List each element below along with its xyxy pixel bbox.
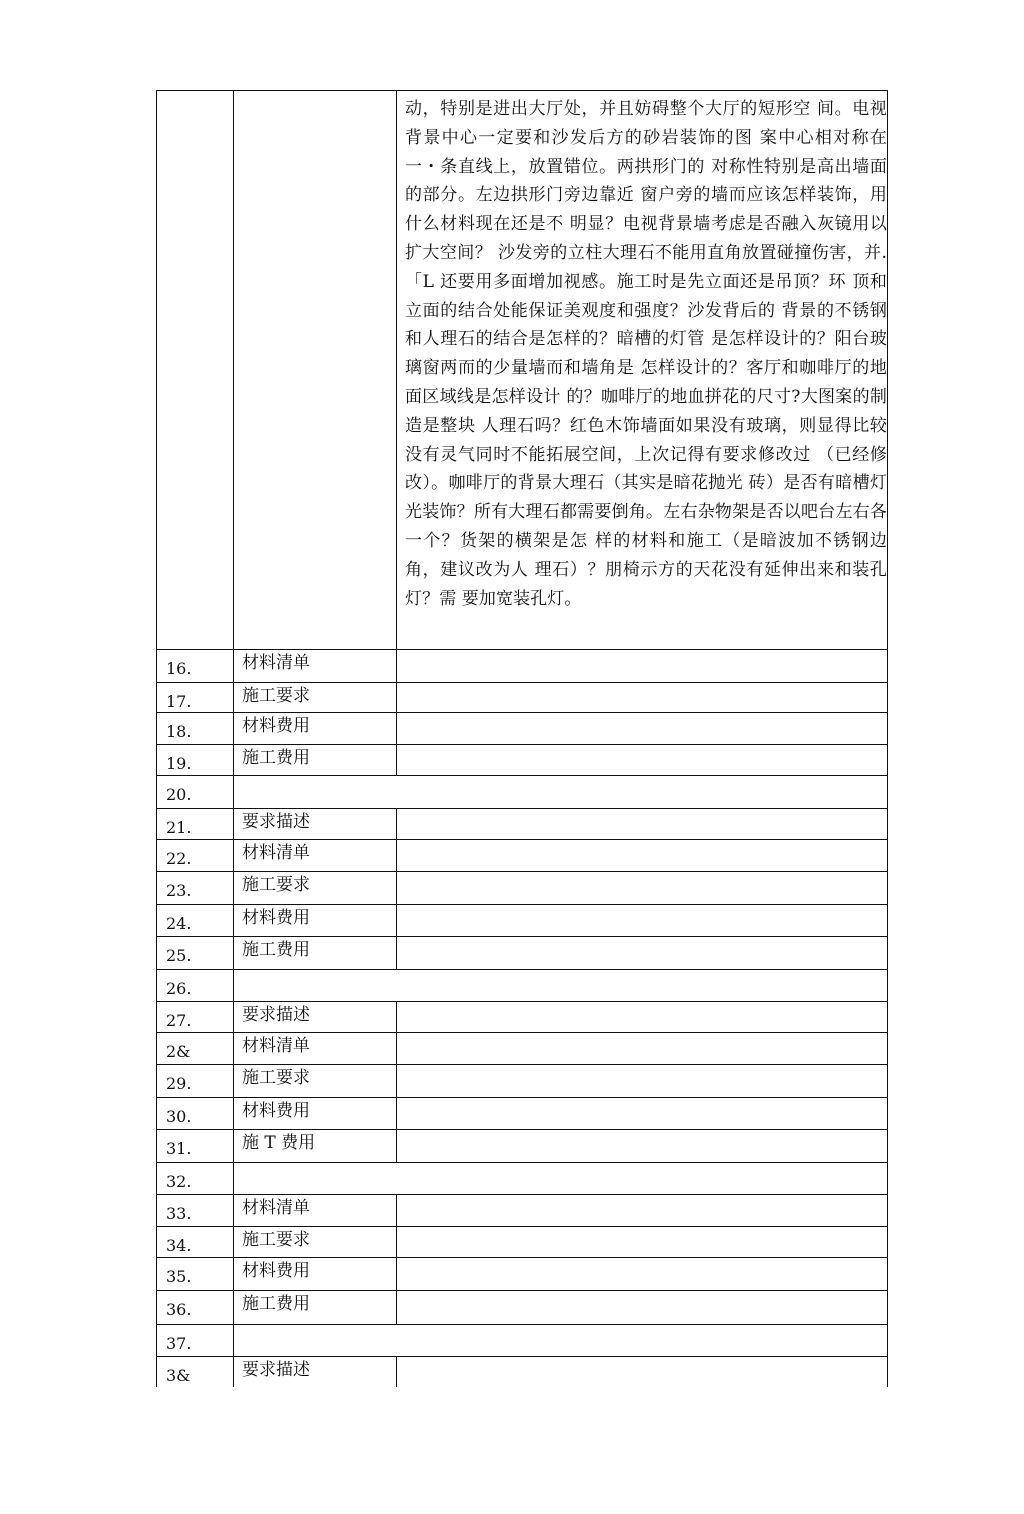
row-value-cell (397, 1195, 888, 1227)
section-divider-cell (234, 1325, 888, 1357)
table-row (157, 713, 888, 745)
row-label: 施工要求 (242, 875, 310, 896)
row-number: 18. (166, 722, 192, 742)
section-divider-cell (234, 776, 888, 809)
row-label-cell (234, 1291, 397, 1325)
row-number: 27. (166, 1011, 192, 1031)
row-label: 材料清单 (242, 1036, 310, 1057)
table-row (157, 683, 888, 713)
row-value-cell (397, 683, 888, 713)
row-label: 要求描述 (242, 1360, 310, 1381)
row-number: 3& (166, 1366, 191, 1386)
row-number: 32. (166, 1172, 192, 1192)
row-label-cell (234, 1065, 397, 1098)
row-value-cell (397, 809, 888, 840)
row-value-cell (397, 1098, 888, 1130)
table-row (157, 1163, 888, 1195)
row-number-cell (157, 1227, 234, 1258)
description-text: 动，特别是进出大厅处，并且妨碍整个大厅的短形空 间。电视背景中心一定要和沙发后方的砂岩装饰的图 案中心相对称在一・条直线上，放置错位。两拱形门的 对称性特别是高出墙面的部分。左边拱形门旁边靠近 窗户旁的墙而应该怎样装饰，用什么材料现在还是不 明显？电视背景墙考虑是否融入灰镜用以扩大空间？ 沙发旁的立柱大理石不能用直角放置碰撞伤害，并.「L 还要用多面增加视感。施工时是先立面还是吊顶？环 顶和立面的结合处能保证美观度和强度？沙发背后的 背景的不锈钢和人理石的结合是怎样的？暗槽的灯管 是怎样设计的？阳台玻璃窗两而的少量墙而和墙角是 怎样设计的？客厅和咖啡厅的地面区域线是怎样设计 的？咖啡厅的地血拼花的尺寸?大图案的制造是整块 人理石吗？红色木饰墙面如果没有玻璃，则显得比较 没有灵气同时不能拓展空间，上次记得有要求修改过 （已经修改）。咖啡厅的背景大理石（其实是暗花抛光 砖）是否有暗槽灯光装饰？所有大理石都需要倒角。左右杂物架是否以吧台左右各一个？货架的横架是怎 样的材料和施工（是暗波加不锈钢边角，建议改为人 理石）？朋椅示方的天花没有延伸出来和装孔灯？需 要加宽装孔灯。 (405, 99, 887, 609)
table-row (157, 1325, 888, 1357)
row-label: 材料清单 (242, 1198, 310, 1219)
table-row (157, 1227, 888, 1258)
row-label: 施工要求 (242, 686, 310, 707)
label-cell-empty (234, 91, 397, 650)
table-row (157, 840, 888, 872)
row-number: 25. (166, 946, 192, 966)
row-label: 要求描述 (242, 812, 310, 833)
row-number: 23. (166, 881, 192, 901)
table-row (157, 1357, 888, 1388)
row-label: 材料费用 (242, 908, 310, 929)
row-number-cell (157, 1002, 234, 1033)
row-number-cell (157, 1065, 234, 1098)
row-label-cell (234, 1195, 397, 1227)
row-label: 材料清单 (242, 843, 310, 864)
row-label-cell (234, 1130, 397, 1163)
table-row (157, 809, 888, 840)
row-number-cell (157, 683, 234, 713)
row-number: 35. (166, 1267, 192, 1287)
row-label-cell (234, 1258, 397, 1291)
table-row (157, 745, 888, 776)
row-number-cell (157, 905, 234, 937)
row-value-cell (397, 650, 888, 683)
row-value-cell (397, 1291, 888, 1325)
row-number: 34. (166, 1236, 192, 1256)
table-row (157, 1291, 888, 1325)
section-divider-cell (234, 1163, 888, 1195)
row-number: 24. (166, 914, 192, 934)
row-number-cell (157, 1163, 234, 1195)
row-value-cell (397, 937, 888, 970)
row-number: 22. (166, 849, 192, 869)
row-label-cell (234, 840, 397, 872)
row-value-cell (397, 745, 888, 776)
row-value-cell (397, 1227, 888, 1258)
row-label-cell (234, 1098, 397, 1130)
table-row (157, 1098, 888, 1130)
table-row (157, 937, 888, 970)
row-number-cell (157, 1291, 234, 1325)
row-number-cell (157, 713, 234, 745)
table-row (157, 650, 888, 683)
row-label: 材料费用 (242, 1101, 310, 1122)
row-number: 17. (166, 692, 192, 712)
row-number: 19. (166, 754, 192, 774)
number-cell-empty (157, 91, 234, 650)
row-value-cell (397, 1130, 888, 1163)
row-label-cell (234, 650, 397, 683)
table-row (157, 1195, 888, 1227)
requirements-table (156, 90, 888, 1387)
row-number-cell (157, 937, 234, 970)
row-number: 37. (166, 1334, 192, 1354)
row-label-cell (234, 745, 397, 776)
row-number-cell (157, 776, 234, 809)
row-value-cell (397, 1033, 888, 1065)
row-number-cell (157, 1130, 234, 1163)
row-label-cell (234, 809, 397, 840)
table-row (157, 1258, 888, 1291)
row-label-cell (234, 1033, 397, 1065)
row-value-cell (397, 1357, 888, 1388)
row-number-cell (157, 1325, 234, 1357)
description-row (157, 91, 888, 650)
row-label: 施工费用 (242, 940, 310, 961)
table-row (157, 872, 888, 905)
row-number: 31. (166, 1139, 192, 1159)
row-value-cell (397, 1002, 888, 1033)
row-label: 施工要求 (242, 1230, 310, 1251)
row-label-cell (234, 905, 397, 937)
row-number-cell (157, 840, 234, 872)
row-number: 26. (166, 979, 192, 999)
row-value-cell (397, 872, 888, 905)
row-value-cell (397, 840, 888, 872)
section-divider-cell (234, 970, 888, 1002)
row-label: 要求描述 (242, 1005, 310, 1026)
row-number: 36. (166, 1300, 192, 1320)
table-row (157, 1065, 888, 1098)
row-number-cell (157, 872, 234, 905)
table-row (157, 905, 888, 937)
row-number-cell (157, 1195, 234, 1227)
row-number-cell (157, 1258, 234, 1291)
row-number-cell (157, 1357, 234, 1388)
description-cell (397, 91, 888, 650)
row-number-cell (157, 970, 234, 1002)
row-label-cell (234, 683, 397, 713)
table-row (157, 1002, 888, 1033)
table-row (157, 776, 888, 809)
row-number-cell (157, 745, 234, 776)
row-value-cell (397, 1258, 888, 1291)
row-label: 施工要求 (242, 1068, 310, 1089)
row-value-cell (397, 905, 888, 937)
row-label: 施工费用 (242, 1294, 310, 1315)
row-number-cell (157, 809, 234, 840)
table-row (157, 1033, 888, 1065)
row-number: 30. (166, 1107, 192, 1127)
row-label: 施 T 费用 (242, 1133, 316, 1154)
row-label-cell (234, 872, 397, 905)
row-number: 16. (166, 659, 192, 679)
row-number: 2& (166, 1042, 191, 1062)
row-number: 21. (166, 818, 192, 838)
row-value-cell (397, 713, 888, 745)
row-label: 材料费用 (242, 1261, 310, 1282)
row-label-cell (234, 1227, 397, 1258)
row-label: 施工费用 (242, 748, 310, 769)
table-row (157, 970, 888, 1002)
row-number-cell (157, 650, 234, 683)
row-number-cell (157, 1098, 234, 1130)
row-label-cell (234, 937, 397, 970)
row-label-cell (234, 1357, 397, 1388)
row-label-cell (234, 713, 397, 745)
row-label-cell (234, 1002, 397, 1033)
row-number: 33. (166, 1204, 192, 1224)
row-number: 20. (166, 785, 192, 805)
row-value-cell (397, 1065, 888, 1098)
row-label: 材料费用 (242, 716, 310, 737)
row-number: 29. (166, 1074, 192, 1094)
table-row (157, 1130, 888, 1163)
row-number-cell (157, 1033, 234, 1065)
row-label: 材料清单 (242, 653, 310, 674)
